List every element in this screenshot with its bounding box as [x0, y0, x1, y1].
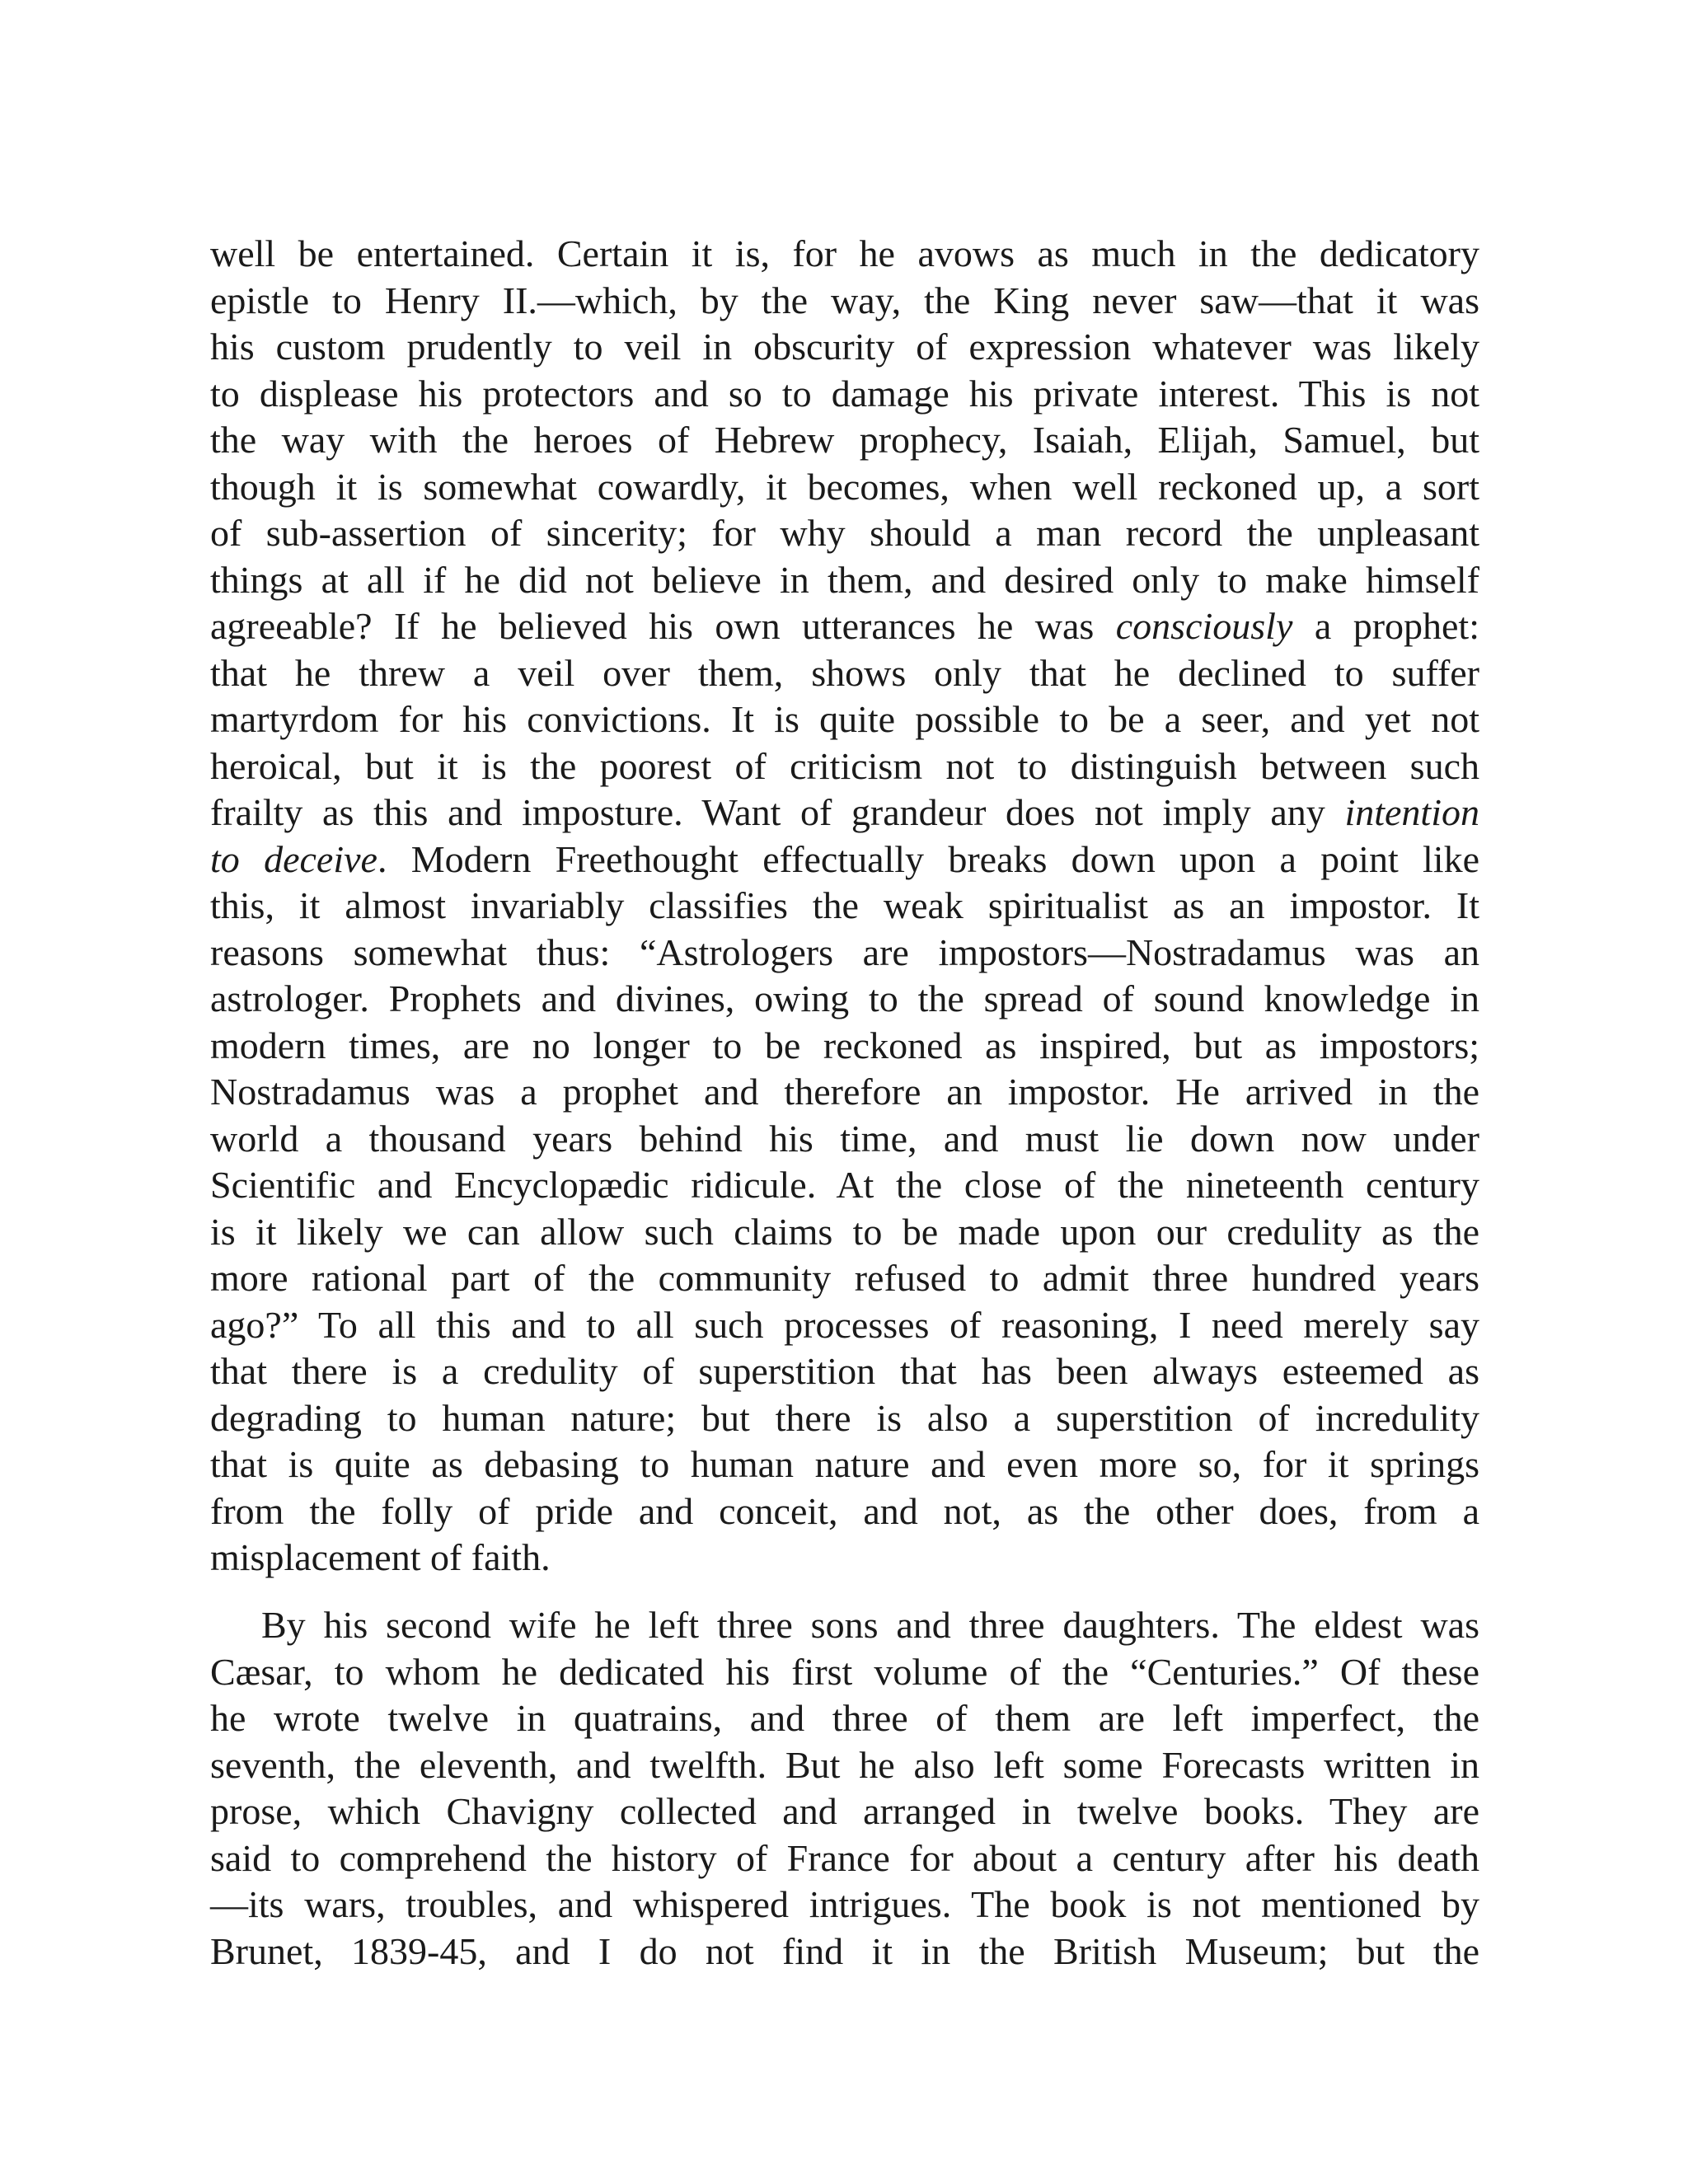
- text-run: he wrote twelve in quatrains, and three of them are left imperfect, the: [210, 1697, 1479, 1739]
- text-line: [210, 790, 1479, 837]
- text-run: from the folly of pride and conceit, and not, as the other does, from a: [210, 1489, 1479, 1532]
- text-run: well be entertained. Certain it is, for he avows as much in the dedicatory: [210, 232, 1479, 274]
- text-line: [210, 1209, 1479, 1256]
- text-line: [210, 324, 1479, 371]
- text-line: [210, 930, 1479, 977]
- text-run: heroical, but it is the poorest of criticism not to distinguish between such: [210, 744, 1479, 787]
- text-run: Nostradamus was a prophet and therefore an impostor. He arrived in the: [210, 1071, 1479, 1113]
- text-line: [210, 371, 1479, 418]
- text-line: [210, 650, 1479, 697]
- text-line: [210, 976, 1479, 1023]
- text-run: that there is a credulity of superstition that has been always esteemed as: [210, 1350, 1479, 1392]
- text-run: misplacement of faith.: [210, 1536, 551, 1578]
- text-run: modern times, are no longer to be reckoned as inspired, but as impostors;: [210, 1024, 1479, 1066]
- text-line: [210, 1488, 1479, 1535]
- text-line: [210, 696, 1479, 743]
- text-line: [210, 743, 1479, 790]
- text-line: [210, 1535, 1479, 1582]
- text-line: [210, 1929, 1479, 1975]
- text-line: [210, 1882, 1479, 1929]
- text-run: to displease his protectors and so to damage his private interest. This is not: [210, 372, 1479, 415]
- text-run: prose, which Chavigny collected and arranged in twelve books. They are: [210, 1790, 1479, 1832]
- text-line: [210, 1302, 1479, 1349]
- text-line: [210, 883, 1479, 930]
- text-run: . Modern Freethought effectually breaks down upon a point like: [377, 837, 1479, 880]
- text-run: things at all if he did not believe in them, and desired only to make himself: [210, 558, 1479, 601]
- text-line: [210, 1441, 1479, 1488]
- text-run: that he threw a veil over them, shows only that he declined to suffer: [210, 651, 1479, 694]
- text-run: astrologer. Prophets and divines, owing to the spread of sound knowledge in: [210, 977, 1479, 1019]
- text-run: Brunet, 1839-45, and I do not find it in the British Museum; but the: [210, 1929, 1479, 1972]
- text-line: [210, 1162, 1479, 1209]
- text-run: of sub-assertion of sincerity; for why should a man record the unpleasant: [210, 512, 1479, 554]
- text-line: [210, 1788, 1479, 1835]
- text-run: martyrdom for his convictions. It is quite possible to be a seer, and yet not: [210, 698, 1479, 740]
- text-run: Cæsar, to whom he dedicated his first volume of the “Centuries.” Of these: [210, 1650, 1479, 1693]
- text-line: [210, 417, 1479, 464]
- text-line: [210, 603, 1479, 650]
- text-line: [210, 837, 1479, 883]
- text-run: epistle to Henry II.—which, by the way, the King never saw—that it was: [210, 279, 1479, 321]
- text-run: agreeable? If he believed his own utterances he was: [210, 605, 1116, 647]
- text-run: degrading to human nature; but there is also a superstition of incredulity: [210, 1396, 1479, 1439]
- book-page: [210, 0, 1479, 2184]
- text-line: [210, 510, 1479, 557]
- text-line: [210, 278, 1479, 325]
- text-run: this, it almost invariably classifies the weak spiritualist as an impostor. It: [210, 884, 1479, 926]
- text-run: By his second wife he left three sons and three daughters. The eldest was: [261, 1604, 1479, 1646]
- italic-run: to deceive: [210, 837, 377, 880]
- paragraph-1: [210, 231, 1479, 1582]
- text-run: ago?” To all this and to all such processes of reasoning, I need merely say: [210, 1303, 1479, 1346]
- text-line: [210, 464, 1479, 511]
- text-line: [210, 1695, 1479, 1742]
- text-line: [210, 1742, 1479, 1789]
- text-run: Scientific and Encyclopædic ridicule. At the close of the nineteenth century: [210, 1164, 1479, 1206]
- text-line: [210, 1255, 1479, 1302]
- text-run: is it likely we can allow such claims to be made upon our credulity as the: [210, 1210, 1479, 1253]
- text-run: frailty as this and imposture. Want of grandeur does not imply any: [210, 791, 1345, 833]
- text-run: more rational part of the community refused to admit three hundred years: [210, 1257, 1479, 1299]
- text-line: [210, 1649, 1479, 1696]
- text-run: his custom prudently to veil in obscurity of expression whatever was likely: [210, 326, 1479, 368]
- text-run: a prophet:: [1292, 605, 1479, 647]
- text-line: [210, 1023, 1479, 1070]
- italic-run: intention: [1344, 791, 1479, 833]
- text-run: seventh, the eleventh, and twelfth. But he also left some Forecasts written in: [210, 1743, 1479, 1786]
- text-run: that is quite as debasing to human nature and even more so, for it springs: [210, 1443, 1479, 1485]
- text-run: world a thousand years behind his time, and must lie down now under: [210, 1117, 1479, 1160]
- text-line: [210, 557, 1479, 604]
- text-run: though it is somewhat cowardly, it becomes, when well reckoned up, a sort: [210, 465, 1479, 508]
- text-run: the way with the heroes of Hebrew prophecy, Isaiah, Elijah, Samuel, but: [210, 419, 1479, 461]
- text-line: [210, 231, 1479, 278]
- paragraph-2: [210, 1602, 1479, 1975]
- text-run: said to comprehend the history of France for about a century after his death: [210, 1836, 1479, 1879]
- italic-run: consciously: [1115, 605, 1293, 647]
- text-line: [210, 1835, 1479, 1882]
- text-line: [210, 1602, 1479, 1649]
- text-run: —its wars, troubles, and whispered intrigues. The book is not mentioned by: [210, 1883, 1479, 1925]
- text-line: [210, 1348, 1479, 1395]
- text-run: reasons somewhat thus: “Astrologers are impostors—Nostradamus was an: [210, 930, 1479, 973]
- text-line: [210, 1069, 1479, 1116]
- text-line: [210, 1116, 1479, 1163]
- text-line: [210, 1395, 1479, 1442]
